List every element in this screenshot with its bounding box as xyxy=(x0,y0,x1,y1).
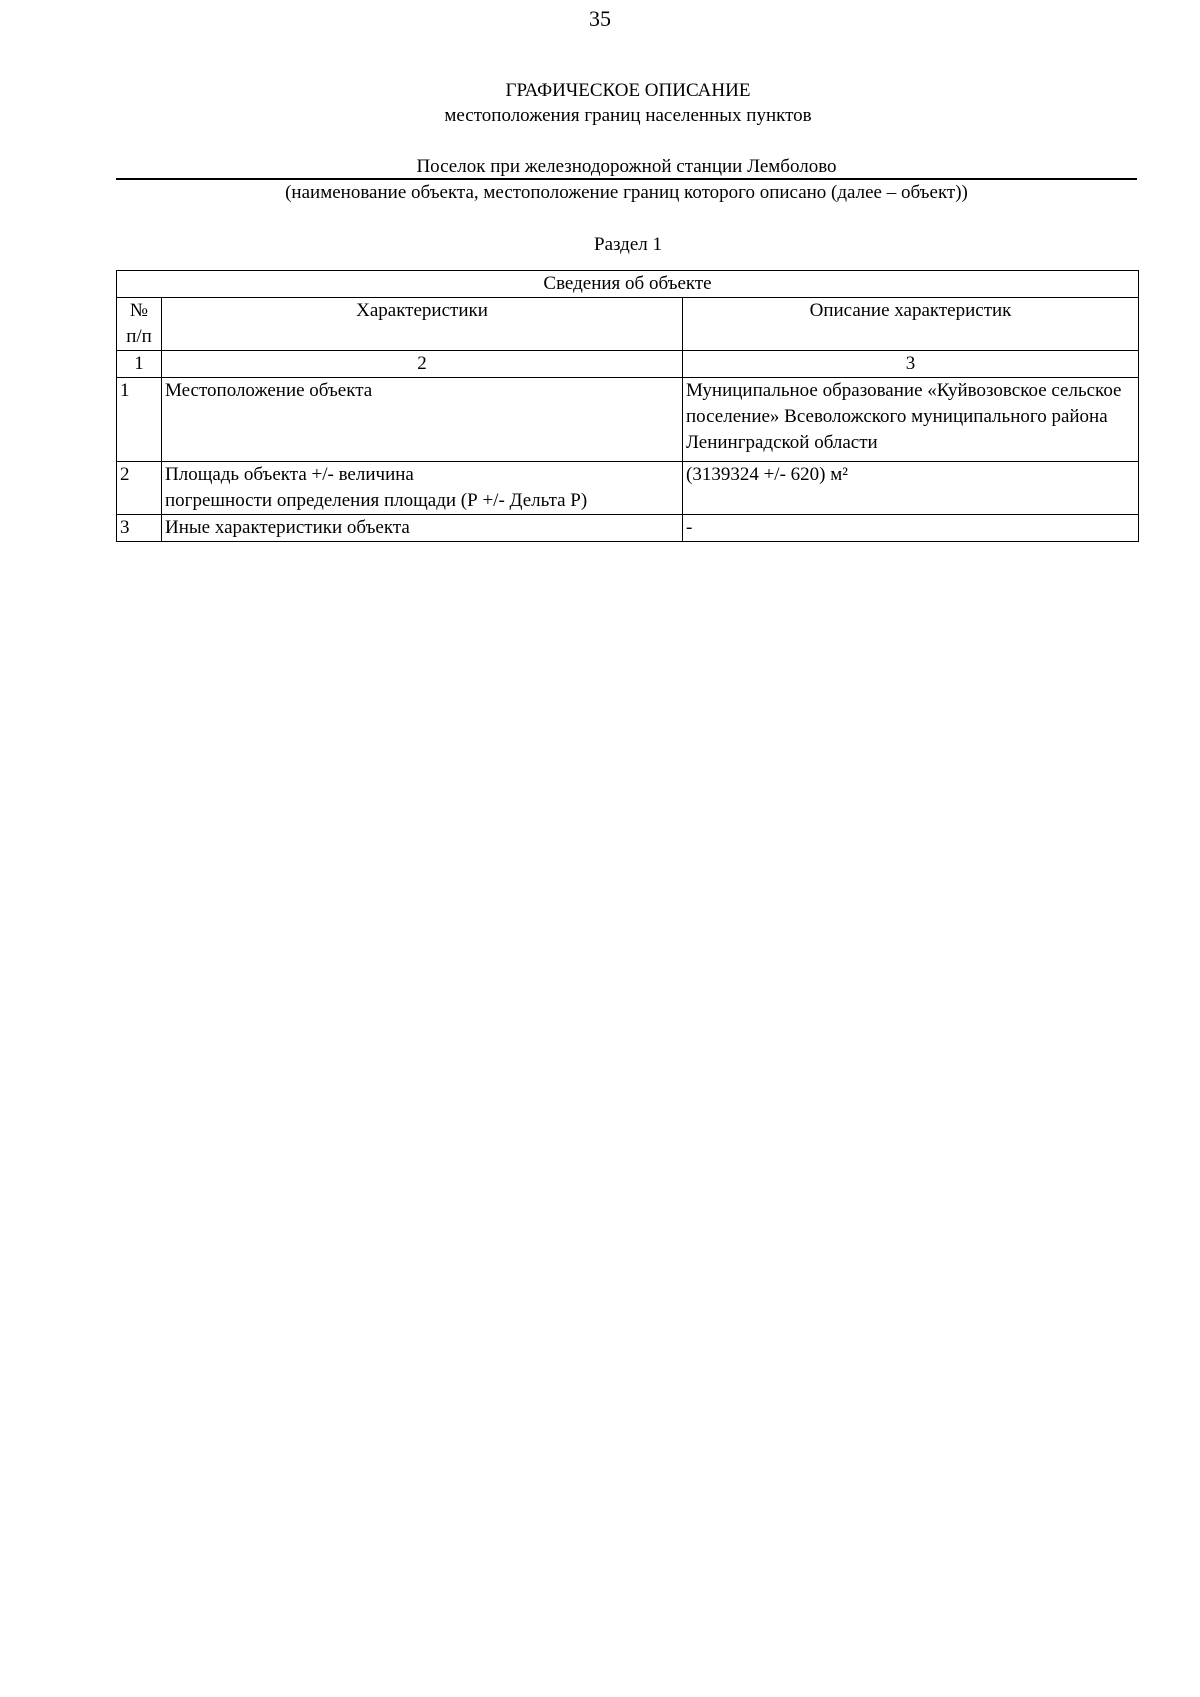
table-caption: Сведения об объекте xyxy=(117,271,1139,298)
row-number: 2 xyxy=(117,462,162,515)
table-row xyxy=(117,378,1139,462)
object-name-underline xyxy=(116,178,1137,180)
row-characteristic xyxy=(162,462,683,515)
row-description: - xyxy=(683,515,1139,542)
column-index-3: 3 xyxy=(683,351,1139,378)
header-number-line2: п/п xyxy=(126,326,152,347)
header-number-line1: № xyxy=(129,300,149,321)
section-label: Раздел 1 xyxy=(594,234,662,255)
row-number: 1 xyxy=(117,378,162,462)
row-characteristic: Местоположение объекта xyxy=(162,378,683,462)
row-description: Муниципальное образование «Куйвозовское сельское поселение» Всеволожского муниципального района Ленинградской области xyxy=(683,378,1139,462)
table-row xyxy=(117,515,1139,542)
object-name: Поселок при железнодорожной станции Лемболово xyxy=(416,156,837,177)
object-name-caption: (наименование объекта, местоположение границ которого описано (далее – объект)) xyxy=(285,182,968,203)
object-info-table xyxy=(116,270,1139,542)
row-characteristic-line1: Площадь объекта +/- величина xyxy=(165,464,414,485)
header-characteristics: Характеристики xyxy=(162,298,683,351)
table-header-row xyxy=(117,298,1139,351)
header-number-cell xyxy=(117,298,162,351)
row-characteristic: Иные характеристики объекта xyxy=(162,515,683,542)
column-index-1: 1 xyxy=(117,351,162,378)
document-subtitle: местоположения границ населенных пунктов xyxy=(444,105,812,126)
row-description: (3139324 +/- 620) м² xyxy=(683,462,1139,515)
column-index-2: 2 xyxy=(162,351,683,378)
header-description: Описание характеристик xyxy=(683,298,1139,351)
table-caption-row xyxy=(117,271,1139,298)
document-title: ГРАФИЧЕСКОЕ ОПИСАНИЕ xyxy=(505,80,751,101)
row-number: 3 xyxy=(117,515,162,542)
table-row xyxy=(117,462,1139,515)
column-index-row xyxy=(117,351,1139,378)
row-characteristic-line2: погрешности определения площади (Р +/- Дельта Р) xyxy=(165,490,588,511)
page-number: 35 xyxy=(589,6,611,31)
